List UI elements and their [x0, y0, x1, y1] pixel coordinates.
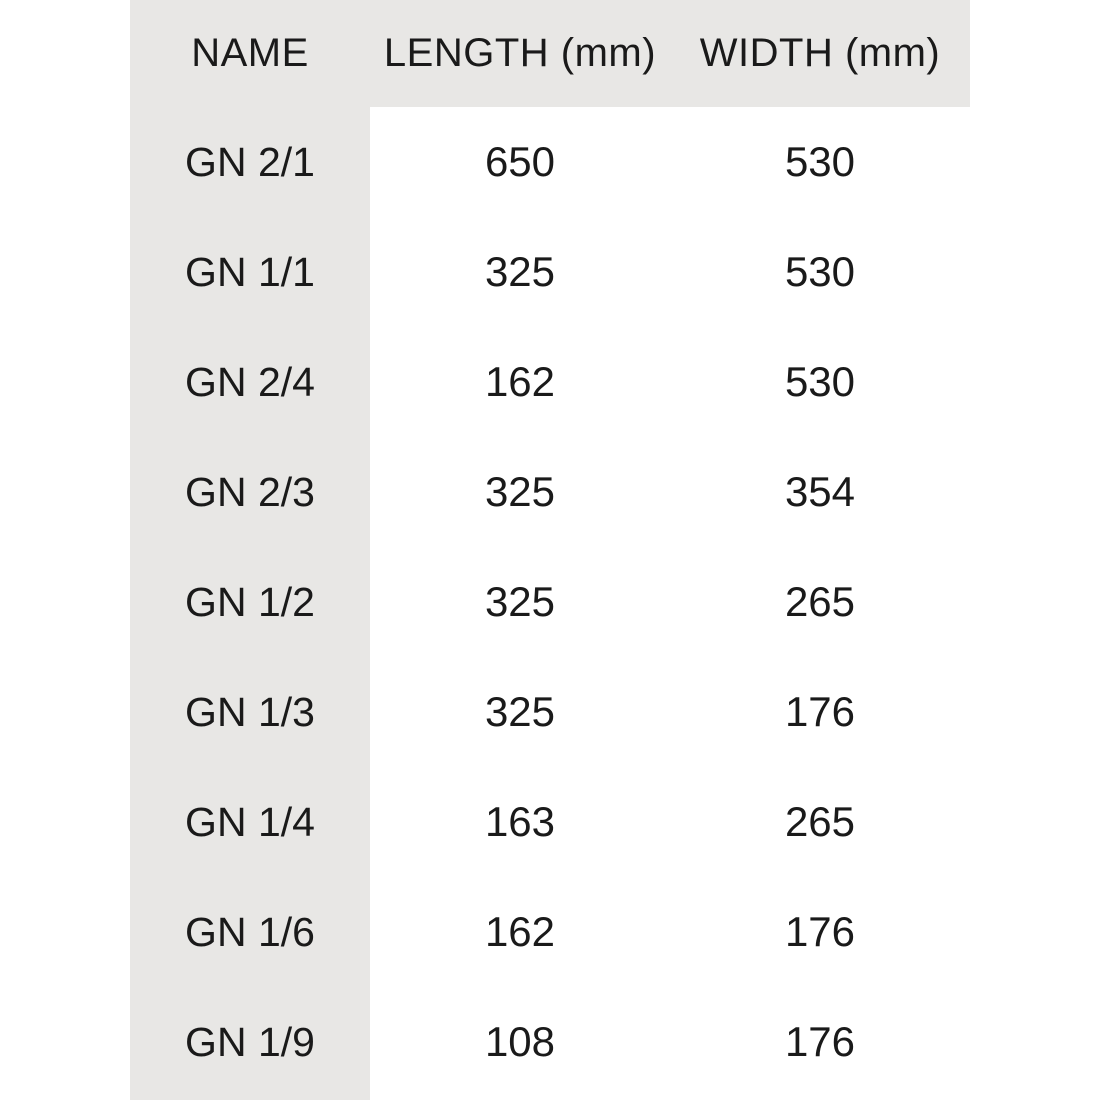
cell-length: 325: [484, 688, 556, 735]
cell-length: 162: [484, 908, 556, 955]
table-row: [130, 107, 970, 217]
cell-width: 176: [784, 908, 856, 955]
cell-length: 162: [484, 358, 556, 405]
cell-width: 265: [784, 578, 856, 625]
cell-name: GN 2/1: [185, 138, 315, 185]
specification-table: [130, 0, 970, 1097]
cell-length: 325: [484, 248, 556, 295]
header-row: [130, 0, 970, 107]
table-header: [130, 0, 970, 107]
cell-name: GN 1/4: [185, 798, 315, 845]
cell-name: GN 1/2: [185, 578, 315, 625]
cell-length: 650: [484, 138, 556, 185]
cell-length: 108: [484, 1018, 556, 1065]
cell-name: GN 2/3: [185, 468, 315, 515]
cell-length: 163: [484, 798, 556, 845]
cell-name: GN 2/4: [185, 358, 315, 405]
cell-length: 325: [484, 468, 556, 515]
table-row: [130, 877, 970, 987]
table-row: [130, 217, 970, 327]
table-row: [130, 987, 970, 1097]
cell-width: 530: [784, 138, 856, 185]
cell-name: GN 1/3: [185, 688, 315, 735]
table-row: [130, 327, 970, 437]
table-row: [130, 437, 970, 547]
cell-width: 176: [784, 1018, 856, 1065]
table-row: [130, 657, 970, 767]
header-length: LENGTH (mm): [383, 31, 657, 75]
table-row: [130, 547, 970, 657]
table-row: [130, 767, 970, 877]
header-name: NAME: [191, 31, 309, 75]
cell-width: 530: [784, 248, 856, 295]
cell-name: GN 1/1: [185, 248, 315, 295]
cell-width: 265: [784, 798, 856, 845]
cell-name: GN 1/9: [185, 1018, 315, 1065]
table-body: [130, 107, 970, 1097]
cell-name: GN 1/6: [185, 908, 315, 955]
cell-length: 325: [484, 578, 556, 625]
cell-width: 176: [784, 688, 856, 735]
header-width: WIDTH (mm): [699, 31, 941, 75]
cell-width: 354: [784, 468, 856, 515]
cell-width: 530: [784, 358, 856, 405]
